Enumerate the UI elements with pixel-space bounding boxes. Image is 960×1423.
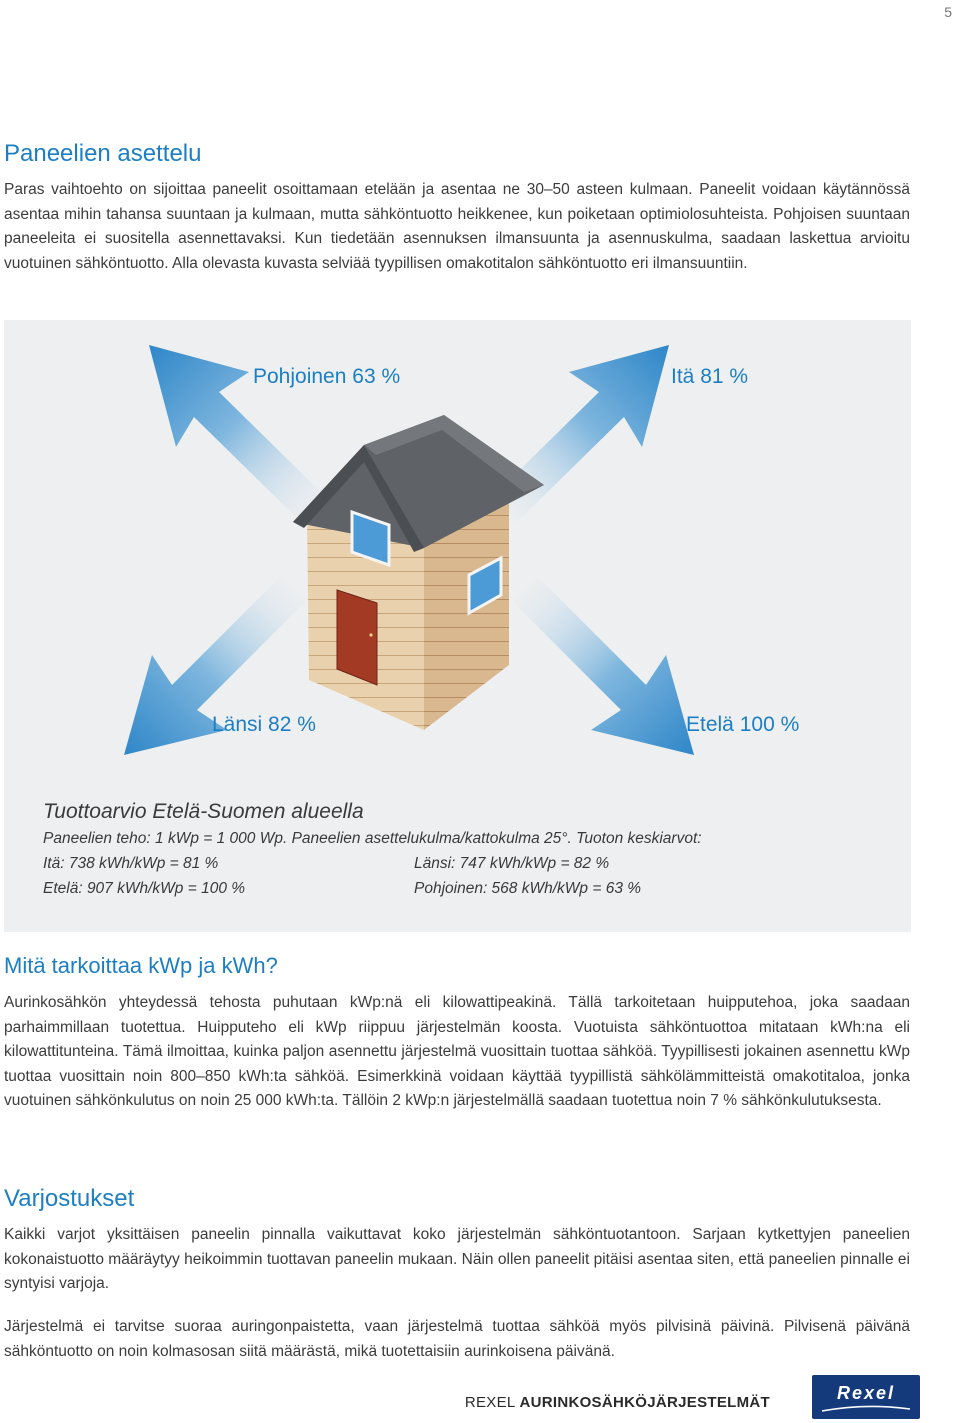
section-body-shading-2: Järjestelmä ei tarvitse suoraa auringonpaistetta, vaan järjestelmä tuottaa sähköä myös pilvisinä päivinä. Pilvisenä päivänä sähköntuotto on noin kolmasosan siitä määrästä, mikä tuotettaisiin aurinkoisena päivänä. — [4, 1318, 910, 1360]
section-title-kwp-kwh: Mitä tarkoittaa kWp ja kWh? — [4, 953, 278, 978]
yield-east: Itä: 738 kWh/kWp = 81 % — [43, 855, 219, 872]
section-body-kwp-kwh: Aurinkosähkön yhteydessä tehosta puhutaan kWp:nä eli kilowattipeakinä. Tällä tarkoitetaan huipputehoa, joka saadaan parhaimmillaan tuotettua. Huipputeho eli kWp riippuu järjestelmän koosta. Vuotuista sähköntuottoa mitataan kWh:na eli kilowattitunteina. Tämä ilmoittaa, kuinka paljon asennettu järjestelmä vuosittain tuottaa sähköä. Tyypillisesti jokainen asennettu kWp tuottaa vuosittain noin 800–850 kWh:ta sähköä. Esimerkkinä voidaan käyttää tyypillistä sähkölämmitteistä omakotitaloa, jonka vuotuinen sähkönkulutus on noin 25 000 kWh:ta. Tällöin 2 kWp:n järjestelmällä saadaan tuotettua noin 7 % sähkönkulutuksesta. — [4, 994, 910, 1109]
yield-assumptions: Paneelien teho: 1 kWp = 1 000 Wp. Paneelien asettelukulma/kattokulma 25°. Tuoton keskiarvot: — [43, 830, 702, 847]
section-title-shading: Varjostukset — [4, 1185, 135, 1212]
arrow-south — [511, 575, 694, 755]
page-number: 5 — [944, 4, 952, 20]
yield-north: Pohjoinen: 568 kWh/kWp = 63 % — [414, 880, 642, 897]
house-illustration — [293, 415, 544, 730]
rexel-logo: Rexel — [812, 1375, 920, 1419]
yield-south: Etelä: 907 kWh/kWp = 100 % — [43, 880, 246, 897]
footer-brand-line: REXEL AURINKOSÄHKÖJÄRJESTELMÄT — [464, 1394, 770, 1411]
yield-title: Tuottoarvio Etelä-Suomen alueella — [43, 800, 364, 823]
section-title-panel-layout: Paneelien asettelu — [4, 140, 202, 167]
label-south: Etelä 100 % — [686, 713, 800, 736]
section-body-shading-1: Kaikki varjot yksittäisen paneelin pinnalla vaikuttavat koko järjestelmän sähköntuotantoon. Sarjaan kytkettyjen paneelien kokonaistuotto määräytyy heikoimmin tuottavan paneelin mukaan. Näin ollen paneelit pitäisi asentaa siten, että paneelien pinnalle ei syntyisi varjoja. — [4, 1226, 910, 1292]
label-north: Pohjoinen 63 % — [253, 365, 401, 388]
yield-west: Länsi: 747 kWh/kWp = 82 % — [414, 855, 610, 872]
orientation-diagram-panel — [4, 320, 911, 932]
label-east: Itä 81 % — [671, 365, 749, 388]
label-west: Länsi 82 % — [212, 713, 316, 736]
section-body-panel-layout: Paras vaihtoehto on sijoittaa paneelit osoittamaan etelään ja asentaa ne 30–50 asteen kulmaan. Paneelit voidaan käytännössä asentaa mihin tahansa suuntaan ja kulmaan, mutta sähköntuotto heikkenee, kun poiketaan optimiolosuhteista. Pohjoisen suuntaan paneeleita ei suositella asennettavaksi. Kun tiedetään asennuksen ilmansuunta ja asennuskulma, saadaan laskettua arvioitu vuotuinen sähköntuotto. Alla olevasta kuvasta selviää tyypillisen omakotitalon sähköntuotto eri ilmansuuntiin. — [4, 181, 910, 272]
